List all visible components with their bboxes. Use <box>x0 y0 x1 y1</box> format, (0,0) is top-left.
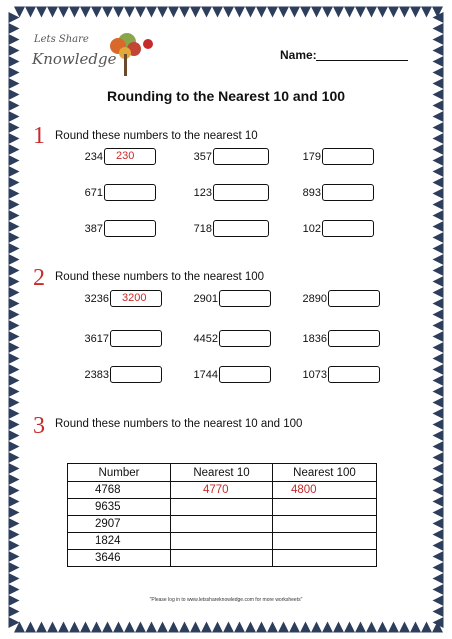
s1-answer-box[interactable] <box>213 220 269 237</box>
section-2-number: 2 <box>33 265 45 291</box>
border-triangle <box>9 375 20 386</box>
border-triangle <box>433 507 444 518</box>
border-triangle <box>168 7 179 18</box>
s1-number: 102 <box>302 222 321 235</box>
s1-answer-box[interactable] <box>104 220 156 237</box>
border-triangle <box>433 474 444 485</box>
table-cell-nearest-100[interactable] <box>273 533 377 550</box>
s1-number: 123 <box>193 186 212 199</box>
border-triangle <box>433 298 444 309</box>
border-triangle <box>9 111 20 122</box>
s2-number: 1836 <box>302 332 327 345</box>
border-triangle <box>410 7 421 18</box>
border-triangle <box>9 606 20 617</box>
border-triangle <box>267 7 278 18</box>
border-triangle <box>58 7 69 18</box>
border-triangle <box>388 7 399 18</box>
s2-item <box>81 366 162 383</box>
logo <box>30 26 170 82</box>
table-row <box>68 516 377 533</box>
table-cell-nearest-100[interactable] <box>273 550 377 567</box>
border-triangle <box>399 622 410 633</box>
border-triangle <box>245 622 256 633</box>
border-triangle <box>9 23 20 34</box>
border-triangle <box>433 265 444 276</box>
border-triangle <box>9 562 20 573</box>
s1-item <box>190 148 269 165</box>
border-triangle <box>433 562 444 573</box>
s1-item <box>299 220 374 237</box>
border-triangle <box>433 320 444 331</box>
border-triangle <box>433 133 444 144</box>
border-triangle <box>113 622 124 633</box>
border-triangle <box>433 463 444 474</box>
s2-number: 2901 <box>193 292 218 305</box>
border-triangle <box>9 265 20 276</box>
border-triangle <box>9 386 20 397</box>
s1-answer-box[interactable] <box>213 148 269 165</box>
border-triangle <box>433 309 444 320</box>
border-triangle <box>91 7 102 18</box>
border-triangle <box>311 622 322 633</box>
border-triangle <box>9 584 20 595</box>
border-triangle <box>9 441 20 452</box>
border-triangle <box>433 551 444 562</box>
border-triangle <box>433 529 444 540</box>
border-triangle <box>124 7 135 18</box>
border-triangle <box>433 485 444 496</box>
border-triangle <box>433 23 444 34</box>
s1-item <box>190 184 269 201</box>
table-header-nearest-100: Nearest 100 <box>273 464 377 482</box>
border-triangle <box>289 7 300 18</box>
border-triangle <box>333 622 344 633</box>
s1-answer-box[interactable] <box>322 184 374 201</box>
border-triangle <box>9 551 20 562</box>
s1-answer-box[interactable] <box>322 220 374 237</box>
border-triangle <box>146 622 157 633</box>
table-cell-number: 1824 <box>68 533 171 550</box>
border-triangle <box>47 7 58 18</box>
border-triangle <box>9 485 20 496</box>
s1-number: 179 <box>302 150 321 163</box>
s1-answer-box[interactable] <box>213 184 269 201</box>
s1-number: 387 <box>84 222 103 235</box>
border-triangle <box>9 232 20 243</box>
border-triangle <box>69 7 80 18</box>
table-cell-nearest-100[interactable] <box>273 499 377 516</box>
border-triangle <box>433 111 444 122</box>
s2-answer-box[interactable] <box>328 330 380 347</box>
border-triangle <box>9 364 20 375</box>
border-triangle <box>433 573 444 584</box>
border-triangle <box>157 7 168 18</box>
border-triangle <box>190 622 201 633</box>
border-triangle <box>377 622 388 633</box>
table-cell-nearest-10[interactable]: 4770 <box>171 482 273 499</box>
border-triangle <box>311 7 322 18</box>
border-triangle <box>168 622 179 633</box>
border-triangle <box>433 408 444 419</box>
border-triangle <box>433 430 444 441</box>
s1-number: 893 <box>302 186 321 199</box>
border-triangle <box>410 622 421 633</box>
border-triangle <box>355 622 366 633</box>
border-triangle <box>433 540 444 551</box>
border-triangle <box>9 56 20 67</box>
s2-item <box>190 290 271 307</box>
border-triangle <box>344 7 355 18</box>
border-triangle <box>135 622 146 633</box>
s2-item <box>299 366 380 383</box>
border-triangle <box>344 622 355 633</box>
s1-item <box>81 184 156 201</box>
border-triangle <box>9 243 20 254</box>
s2-item <box>299 290 380 307</box>
table-cell-nearest-10[interactable] <box>171 533 273 550</box>
border-triangle <box>300 622 311 633</box>
logo-text-top: Lets Share <box>34 34 89 45</box>
s2-number: 1744 <box>193 368 218 381</box>
border-triangle <box>333 7 344 18</box>
border-triangle <box>9 540 20 551</box>
name-label: Name: <box>280 48 317 62</box>
border-triangle <box>9 287 20 298</box>
table-cell-number: 9635 <box>68 499 171 516</box>
border-triangle <box>9 166 20 177</box>
border-triangle <box>433 34 444 45</box>
border-triangle <box>9 133 20 144</box>
s2-item <box>299 330 380 347</box>
border-triangle <box>9 430 20 441</box>
border-triangle <box>9 320 20 331</box>
table-row <box>68 550 377 567</box>
border-triangle <box>190 7 201 18</box>
table-cell-nearest-10[interactable] <box>171 550 273 567</box>
border-triangle <box>223 622 234 633</box>
border-triangle <box>433 419 444 430</box>
border-triangle <box>124 622 135 633</box>
border-triangle <box>433 287 444 298</box>
border-triangle <box>433 155 444 166</box>
border-triangle <box>179 7 190 18</box>
border-triangle <box>433 45 444 56</box>
border-triangle <box>433 221 444 232</box>
border-triangle <box>102 7 113 18</box>
s1-number: 718 <box>193 222 212 235</box>
border-triangle <box>289 622 300 633</box>
border-triangle <box>234 622 245 633</box>
s2-answer-box[interactable]: 3200 <box>110 290 162 307</box>
border-triangle <box>267 622 278 633</box>
table-cell-nearest-100[interactable] <box>273 516 377 533</box>
section-1-number: 1 <box>33 123 45 149</box>
s2-item <box>190 366 271 383</box>
border-triangle <box>9 518 20 529</box>
border-triangle <box>102 622 113 633</box>
border-triangle <box>9 177 20 188</box>
border-triangle <box>433 452 444 463</box>
border-triangle <box>223 7 234 18</box>
table-header-number: Number <box>68 464 171 482</box>
border-triangle <box>421 622 432 633</box>
border-triangle <box>388 622 399 633</box>
section-2-instruction: Round these numbers to the nearest 100 <box>55 271 265 283</box>
border-triangle <box>433 386 444 397</box>
border-triangle <box>201 7 212 18</box>
border-triangle <box>399 7 410 18</box>
name-field[interactable] <box>316 60 408 61</box>
border-triangle <box>9 188 20 199</box>
border-triangle <box>366 7 377 18</box>
border-triangle <box>9 199 20 210</box>
s1-item <box>299 184 374 201</box>
s2-number: 2890 <box>302 292 327 305</box>
border-triangle <box>9 34 20 45</box>
s2-number: 2383 <box>84 368 109 381</box>
s1-answer-box[interactable] <box>104 184 156 201</box>
border-triangle <box>9 276 20 287</box>
border-triangle <box>212 622 223 633</box>
border-triangle <box>433 276 444 287</box>
border-triangle <box>201 622 212 633</box>
s2-answer-box[interactable] <box>110 330 162 347</box>
border-triangle <box>433 353 444 364</box>
s1-number: 357 <box>193 150 212 163</box>
border-triangle <box>433 375 444 386</box>
border-triangle <box>433 518 444 529</box>
border-triangle <box>366 622 377 633</box>
table-row <box>68 499 377 516</box>
logo-text-bottom: Knowledge <box>32 50 117 68</box>
s2-number: 3236 <box>84 292 109 305</box>
footer-note: "Please log in to www.letsshareknowledge.com for more worksheets" <box>149 597 303 603</box>
border-triangle <box>433 122 444 133</box>
border-triangle <box>9 144 20 155</box>
border-triangle <box>377 7 388 18</box>
border-triangle <box>25 622 36 633</box>
border-triangle <box>433 199 444 210</box>
border-triangle <box>433 364 444 375</box>
border-triangle <box>433 210 444 221</box>
s1-answer-box[interactable]: 230 <box>104 148 156 165</box>
s1-item <box>81 148 156 165</box>
s2-number: 1073 <box>302 368 327 381</box>
border-triangle <box>135 7 146 18</box>
border-triangle <box>300 7 311 18</box>
border-triangle <box>433 188 444 199</box>
border-triangle <box>9 254 20 265</box>
table-cell-nearest-10[interactable] <box>171 499 273 516</box>
border-triangle <box>433 232 444 243</box>
section-3-instruction: Round these numbers to the nearest 10 and 100 <box>55 418 303 430</box>
border-triangle <box>9 529 20 540</box>
s2-number: 4452 <box>193 332 218 345</box>
border-triangle <box>355 7 366 18</box>
s2-item <box>81 290 162 307</box>
border-triangle <box>278 622 289 633</box>
s2-answer-box[interactable] <box>219 330 271 347</box>
border-triangle <box>433 67 444 78</box>
s2-answer-box[interactable] <box>328 290 380 307</box>
border-triangle <box>9 122 20 133</box>
s2-number: 3617 <box>84 332 109 345</box>
border-triangle <box>58 622 69 633</box>
border-triangle <box>157 622 168 633</box>
border-triangle <box>36 7 47 18</box>
s2-answer-box[interactable] <box>110 366 162 383</box>
border-triangle <box>433 144 444 155</box>
s1-item <box>190 220 269 237</box>
s1-answer-box[interactable] <box>322 148 374 165</box>
border-triangle <box>36 622 47 633</box>
border-triangle <box>80 622 91 633</box>
s1-item <box>81 220 156 237</box>
section-1-instruction: Round these numbers to the nearest 10 <box>55 130 258 142</box>
border-triangle <box>212 7 223 18</box>
page-title: Rounding to the Nearest 10 and 100 <box>106 88 346 104</box>
border-triangle <box>433 441 444 452</box>
border-triangle <box>245 7 256 18</box>
table-cell-nearest-10[interactable] <box>171 516 273 533</box>
border-triangle <box>322 7 333 18</box>
border-triangle <box>433 243 444 254</box>
table-row <box>68 533 377 550</box>
border-triangle <box>9 342 20 353</box>
border-triangle <box>9 474 20 485</box>
border-triangle <box>278 7 289 18</box>
s1-item <box>299 148 374 165</box>
s2-item <box>81 330 162 347</box>
border-triangle <box>47 622 58 633</box>
border-triangle <box>9 210 20 221</box>
border-triangle <box>9 419 20 430</box>
border-triangle <box>9 309 20 320</box>
s1-number: 671 <box>84 186 103 199</box>
border-triangle <box>9 507 20 518</box>
table-header-row <box>68 464 377 482</box>
border-triangle <box>9 408 20 419</box>
border-triangle <box>433 397 444 408</box>
border-triangle <box>433 56 444 67</box>
border-triangle <box>433 606 444 617</box>
border-triangle <box>9 353 20 364</box>
s1-number: 234 <box>84 150 103 163</box>
section-3-number: 3 <box>33 413 45 439</box>
border-triangle <box>234 7 245 18</box>
border-triangle <box>179 622 190 633</box>
border-triangle <box>9 45 20 56</box>
border-triangle <box>433 166 444 177</box>
table-cell-number: 3646 <box>68 550 171 567</box>
table-header-nearest-10: Nearest 10 <box>171 464 273 482</box>
border-triangle <box>69 622 80 633</box>
border-triangle <box>9 67 20 78</box>
border-triangle <box>91 622 102 633</box>
border-triangle <box>9 573 20 584</box>
s2-answer-box[interactable] <box>219 366 271 383</box>
border-triangle <box>9 221 20 232</box>
table-row <box>68 482 377 499</box>
border-triangle <box>433 584 444 595</box>
border-triangle <box>433 254 444 265</box>
border-triangle <box>256 622 267 633</box>
table-cell-number: 4768 <box>68 482 171 499</box>
table-cell-number: 2907 <box>68 516 171 533</box>
border-triangle <box>421 7 432 18</box>
border-triangle <box>9 397 20 408</box>
border-triangle <box>113 7 124 18</box>
border-triangle <box>256 7 267 18</box>
border-triangle <box>146 7 157 18</box>
border-triangle <box>433 177 444 188</box>
s2-item <box>190 330 271 347</box>
border-triangle <box>9 331 20 342</box>
border-triangle <box>9 155 20 166</box>
table-cell-nearest-100[interactable]: 4800 <box>273 482 377 499</box>
border-triangle <box>25 7 36 18</box>
border-triangle <box>9 463 20 474</box>
s2-answer-box[interactable] <box>328 366 380 383</box>
border-triangle <box>80 7 91 18</box>
border-triangle <box>433 496 444 507</box>
border-triangle <box>322 622 333 633</box>
border-triangle <box>9 298 20 309</box>
border-triangle <box>433 342 444 353</box>
s2-answer-box[interactable] <box>219 290 271 307</box>
border-triangle <box>433 331 444 342</box>
border-triangle <box>9 496 20 507</box>
border-triangle <box>9 452 20 463</box>
rounding-table <box>67 463 377 567</box>
